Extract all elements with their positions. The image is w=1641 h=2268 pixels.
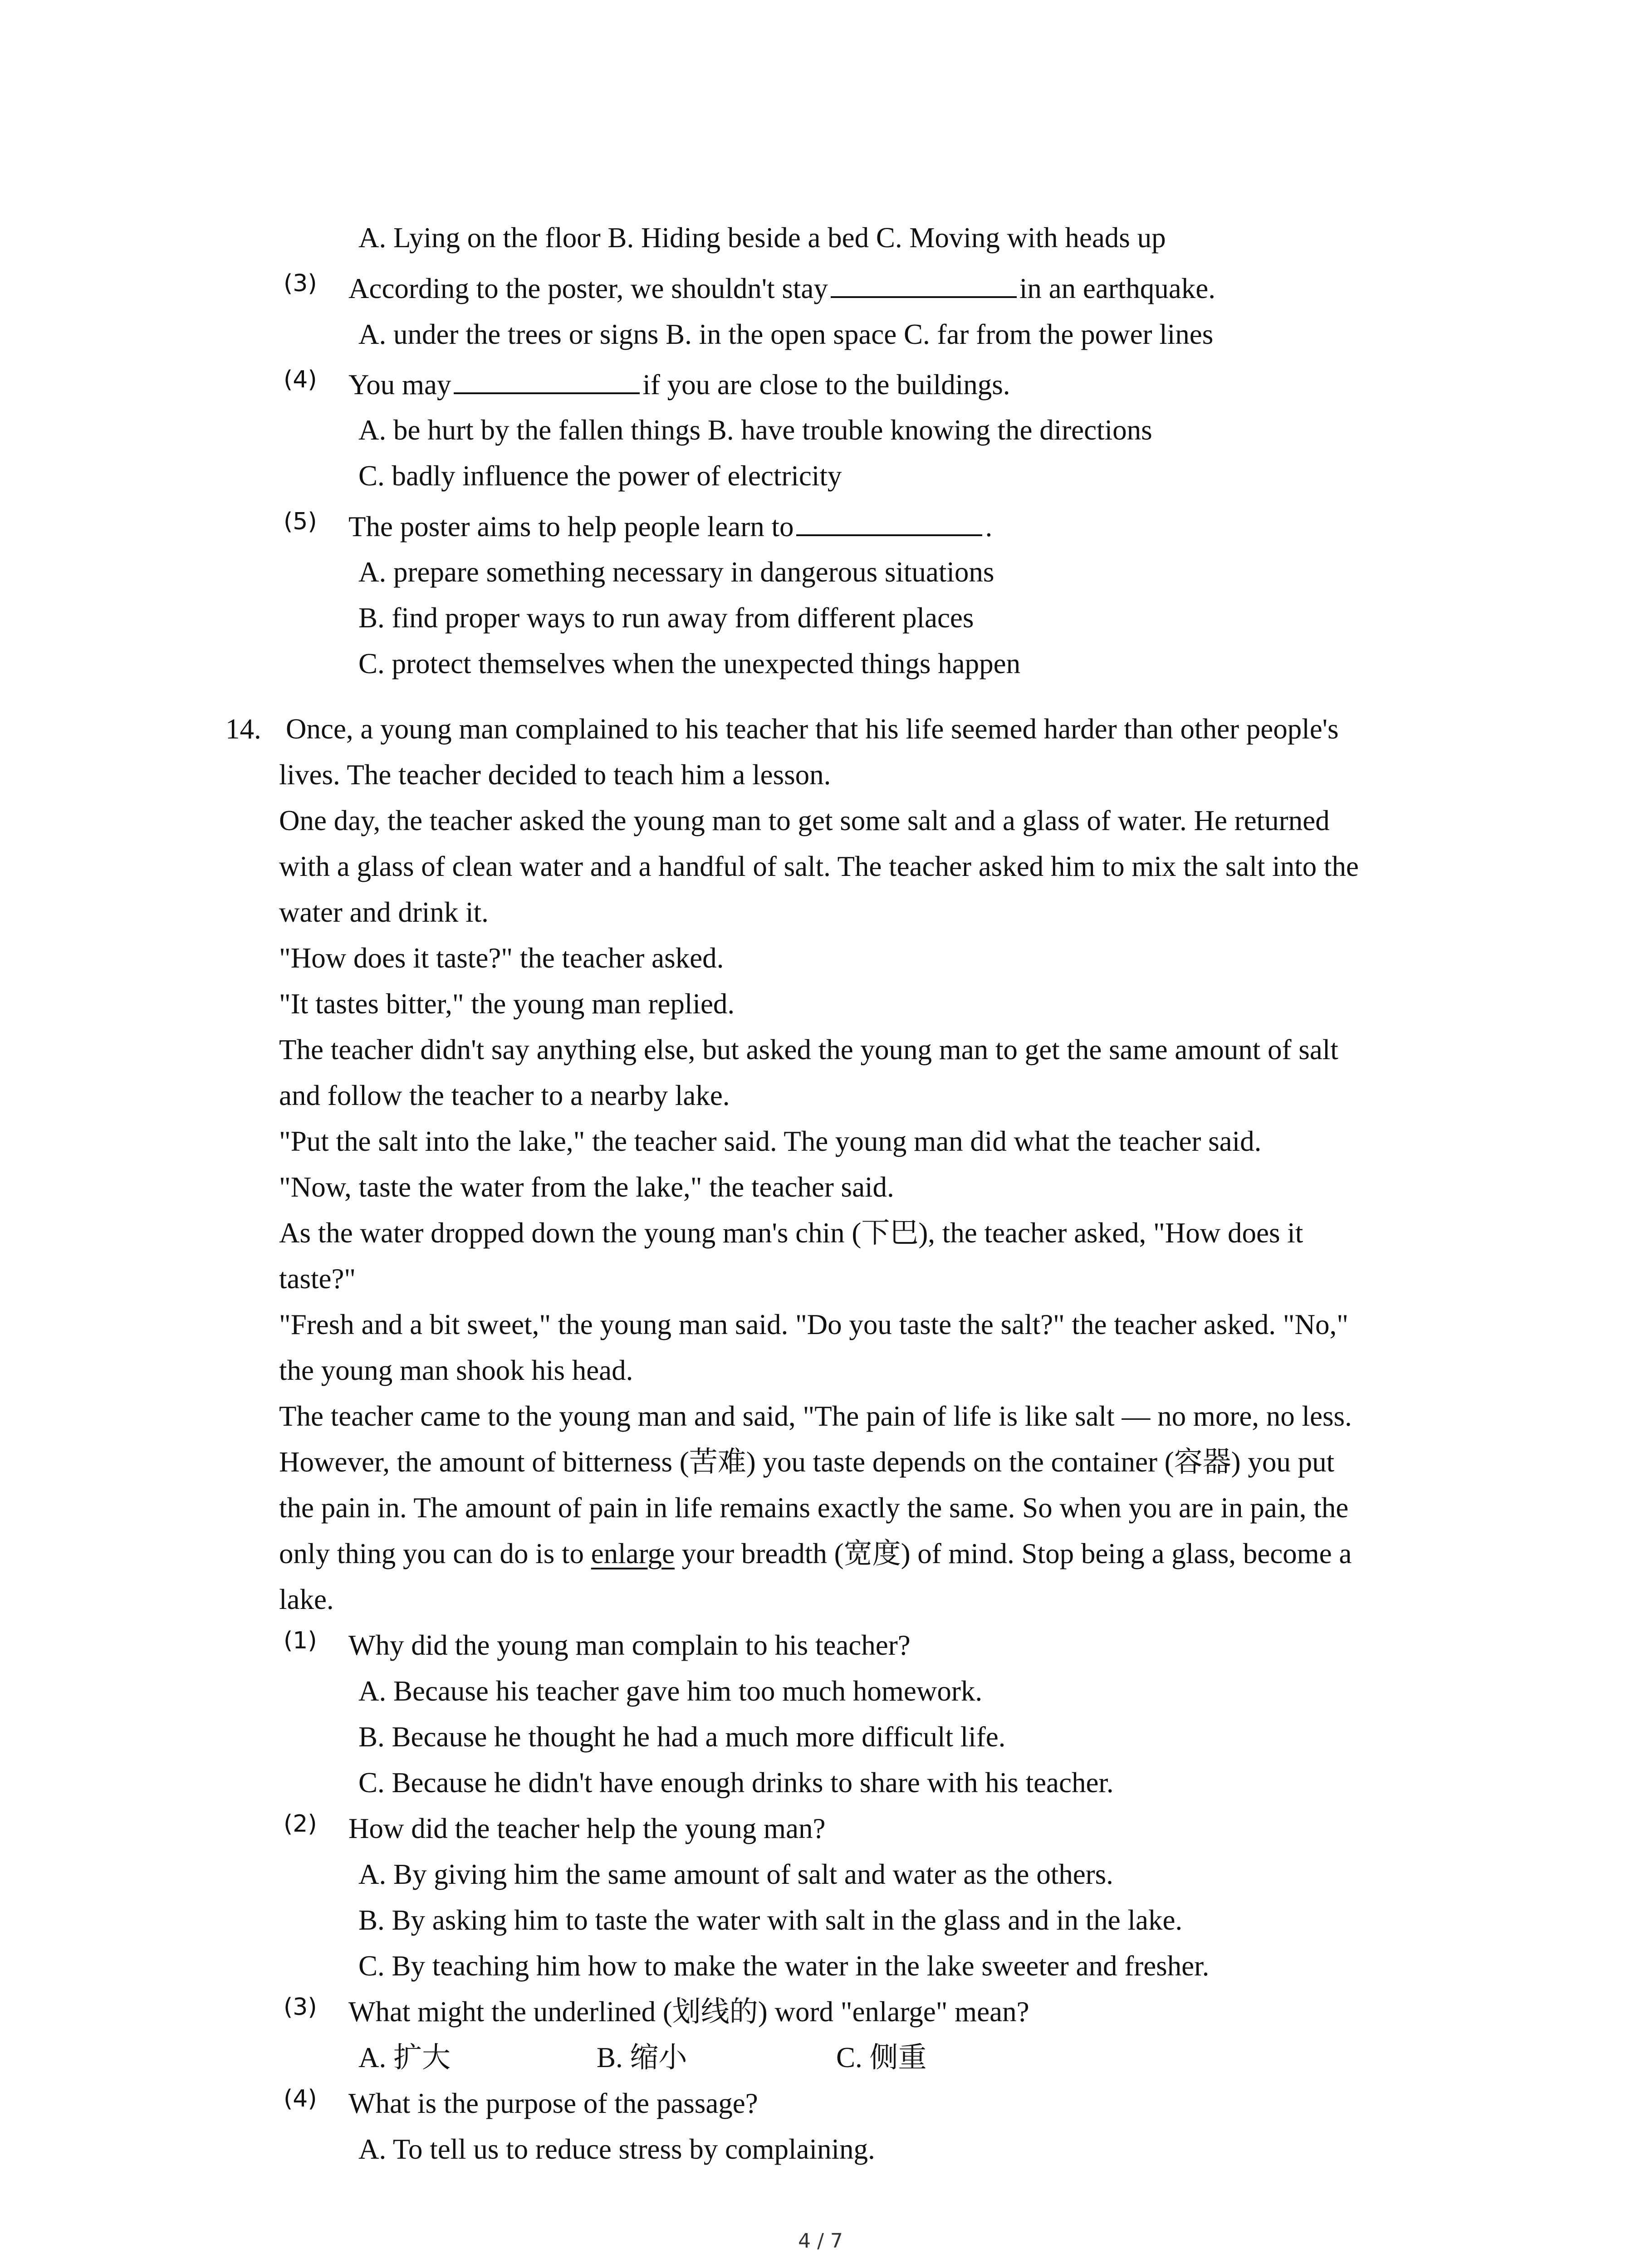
page-number: 4 / 7	[798, 2229, 843, 2253]
passage-text: your breadth (宽度) of mind. Stop being a glass, become a	[681, 1538, 1352, 1569]
q14-q3-option-a: A. 扩大	[358, 2042, 451, 2073]
q14-q2-option-b: B. By asking him to taste the water with salt in the glass and in the lake.	[358, 1904, 1183, 1936]
q14-number: 14.	[225, 713, 261, 745]
q13-q5-number: (5)	[284, 508, 317, 535]
q13-q5-stem	[348, 508, 992, 545]
q14-q2-number: (2)	[284, 1810, 317, 1838]
q14-q3-number: (3)	[284, 1994, 317, 2021]
q13-q5-option-b: B. find proper ways to run away from different places	[358, 602, 974, 634]
passage-line: As the water dropped down the young man's chin (下巴), the teacher asked, "How does it	[279, 1217, 1303, 1249]
q13-q2-options: A. Lying on the floor B. Hiding beside a bed C. Moving with heads up	[358, 222, 1166, 254]
passage-line: "Put the salt into the lake," the teacher said. The young man did what the teacher said.	[279, 1125, 1262, 1157]
passage-line: "How does it taste?" the teacher asked.	[279, 942, 724, 974]
underlined-word: enlarge	[591, 1538, 675, 1569]
q13-q4-number: (4)	[284, 366, 317, 393]
q13-q5-stem-after: .	[985, 511, 993, 543]
passage-line: The teacher came to the young man and said, "The pain of life is like salt — no more, no less.	[279, 1400, 1352, 1432]
passage-line: "Fresh and a bit sweet," the young man said. "Do you taste the salt?" the teacher asked. "No,"	[279, 1309, 1348, 1340]
q13-q5-option-a: A. prepare something necessary in dangerous situations	[358, 556, 994, 588]
q14-q3-stem: What might the underlined (划线的) word "enlarge" mean?	[348, 1996, 1029, 2028]
answer-blank[interactable]	[796, 508, 982, 536]
q13-q3-number: (3)	[284, 270, 317, 297]
q13-q4-stem	[348, 366, 1010, 403]
q13-q4-options-line2: C. badly influence the power of electricity	[358, 460, 842, 492]
q14-q2-stem: How did the teacher help the young man?	[348, 1813, 826, 1844]
q14-q1-number: (1)	[284, 1627, 317, 1654]
answer-blank[interactable]	[831, 270, 1017, 298]
q14-q1-stem: Why did the young man complain to his teacher?	[348, 1629, 911, 1661]
q13-q4-options-line1: A. be hurt by the fallen things B. have trouble knowing the directions	[358, 414, 1152, 446]
q14-q4-number: (4)	[284, 2085, 317, 2112]
q14-q3-option-c: C. 侧重	[836, 2042, 927, 2073]
passage-text: only thing you can do is to	[279, 1538, 584, 1569]
passage-line: However, the amount of bitterness (苦难) you taste depends on the container (容器) you put	[279, 1446, 1335, 1478]
passage-line: taste?"	[279, 1263, 356, 1295]
passage-line: The teacher didn't say anything else, but asked the young man to get the same amount of salt	[279, 1034, 1338, 1066]
q14-q3-option-b: B. 缩小	[597, 2042, 687, 2073]
q14-q2-option-c: C. By teaching him how to make the water in the lake sweeter and fresher.	[358, 1950, 1210, 1982]
passage-line: the pain in. The amount of pain in life remains exactly the same. So when you are in pain, the	[279, 1492, 1349, 1524]
passage-line: lake.	[279, 1584, 334, 1615]
q13-q5-stem-before: The poster aims to help people learn to	[348, 511, 794, 543]
q13-q3-stem-before: According to the poster, we shouldn't stay	[348, 273, 828, 304]
q13-q3-stem-after: in an earthquake.	[1019, 273, 1215, 304]
passage-line: water and drink it.	[279, 896, 489, 928]
q14-q1-option-c: C. Because he didn't have enough drinks to share with his teacher.	[358, 1767, 1114, 1799]
q13-q4-stem-after: if you are close to the buildings.	[642, 369, 1010, 401]
q13-q5-option-c: C. protect themselves when the unexpected things happen	[358, 648, 1021, 679]
answer-blank[interactable]	[454, 366, 640, 394]
passage-line: lives. The teacher decided to teach him a lesson.	[279, 759, 831, 791]
passage-line: with a glass of clean water and a handful of salt. The teacher asked him to mix the salt into the	[279, 850, 1359, 882]
passage-line	[279, 1535, 1352, 1572]
passage-line: Once, a young man complained to his teacher that his life seemed harder than other people's	[286, 713, 1339, 745]
q14-q4-option-a: A. To tell us to reduce stress by complaining.	[358, 2133, 875, 2165]
q14-q1-option-b: B. Because he thought he had a much more difficult life.	[358, 1721, 1006, 1753]
q14-q1-option-a: A. Because his teacher gave him too much homework.	[358, 1675, 983, 1707]
passage-line: "Now, taste the water from the lake," the teacher said.	[279, 1171, 894, 1203]
q14-q2-option-a: A. By giving him the same amount of salt and water as the others.	[358, 1858, 1113, 1890]
q13-q3-stem	[348, 270, 1215, 307]
q13-q4-stem-before: You may	[348, 369, 451, 401]
q14-q4-stem: What is the purpose of the passage?	[348, 2087, 758, 2119]
passage-line: the young man shook his head.	[279, 1354, 633, 1386]
passage-line: and follow the teacher to a nearby lake.	[279, 1080, 730, 1111]
passage-line: "It tastes bitter," the young man replied.	[279, 988, 735, 1020]
passage-line: One day, the teacher asked the young man to get some salt and a glass of water. He returned	[279, 805, 1330, 836]
q13-q3-options: A. under the trees or signs B. in the open space C. far from the power lines	[358, 318, 1214, 350]
